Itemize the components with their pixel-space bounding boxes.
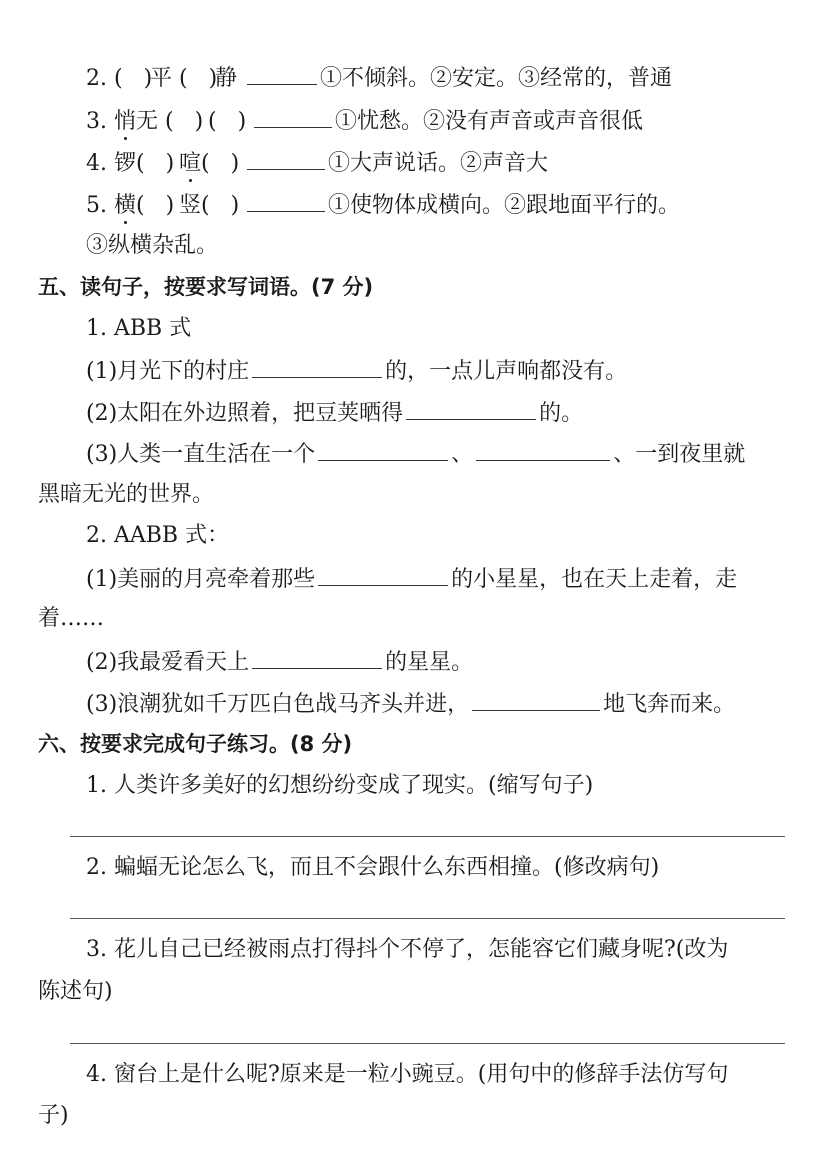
section-5-title: 五、读句子，按要求写词语。(7 分) xyxy=(38,275,374,299)
answer-blank[interactable] xyxy=(476,438,610,461)
answer-blank[interactable] xyxy=(472,688,600,711)
item-number: 5. xyxy=(86,193,107,218)
word-char: 静 xyxy=(215,66,238,91)
item-5 xyxy=(0,189,827,221)
char-blank-2[interactable]: ( ) xyxy=(201,193,240,218)
answer-line-3[interactable] xyxy=(70,1043,785,1044)
char-blank-1[interactable]: ( ) xyxy=(114,66,153,91)
word-char-dotted: 横 xyxy=(114,191,136,221)
word-char: 竖 xyxy=(179,193,202,218)
word-char: 锣 xyxy=(114,151,137,176)
answer-blank[interactable] xyxy=(318,438,448,461)
answer-blank[interactable] xyxy=(406,397,536,420)
s5-q1-2: (2)太阳在外边照着，把豆荚晒得 的。 xyxy=(0,397,827,429)
item-5-cont: ③纵横杂乱。 xyxy=(86,233,219,258)
char-blank-2[interactable]: ( ) xyxy=(208,109,247,134)
s6-q2: 2. 蝙蝠无论怎么飞，而且不会跟什么东西相撞。(修改病句) xyxy=(86,855,660,880)
answer-blank[interactable] xyxy=(252,355,382,378)
item-3 xyxy=(0,105,827,137)
s5-part1-title: 1. ABB 式 xyxy=(86,316,192,341)
answer-blank[interactable] xyxy=(254,105,332,128)
s5-q2-1: (1)美丽的月亮牵着那些 的小星星，也在天上走着，走 xyxy=(0,563,827,595)
answer-blank[interactable] xyxy=(247,189,325,212)
char-blank-1[interactable]: ( ) xyxy=(136,193,175,218)
meaning-text: ①不倾斜。②安定。③经常的，普通 xyxy=(320,66,673,91)
answer-blank[interactable] xyxy=(252,646,382,669)
s6-q4: 4. 窗台上是什么呢?原来是一粒小豌豆。(用句中的修辞手法仿写句 xyxy=(86,1062,729,1087)
word-char: 无 xyxy=(136,109,159,134)
item-2 xyxy=(0,62,827,94)
s6-q3: 3. 花儿自己已经被雨点打得抖个不停了，怎能容它们藏身呢?(改为 xyxy=(86,937,729,962)
answer-blank[interactable] xyxy=(247,62,317,85)
char-blank-2[interactable]: ( ) xyxy=(179,66,218,91)
meaning-text: ①大声说话。②声音大 xyxy=(328,151,549,176)
word-char: 平 xyxy=(150,66,173,91)
item-number: 2. xyxy=(86,66,107,91)
meaning-text: ①忧愁。②没有声音或声音很低 xyxy=(335,109,644,134)
char-blank-2[interactable]: ( ) xyxy=(201,151,240,176)
item-number: 4. xyxy=(86,151,107,176)
meaning-text: ①使物体成横向。②跟地面平行的。 xyxy=(328,193,681,218)
char-blank-1[interactable]: ( ) xyxy=(136,151,175,176)
s5-q1-3: (3)人类一直生活在一个 、 、一到夜里就 xyxy=(0,438,827,470)
s5-q2-2: (2)我最爱看天上 的星星。 xyxy=(0,646,827,678)
s6-q1: 1. 人类许多美好的幻想纷纷变成了现实。(缩写句子) xyxy=(86,773,594,798)
section-6-title: 六、按要求完成句子练习。(8 分) xyxy=(38,732,353,756)
char-blank-1[interactable]: ( ) xyxy=(165,109,204,134)
s5-part2-title: 2. AABB 式： xyxy=(86,523,230,548)
s6-q3-cont: 陈述句) xyxy=(38,979,113,1004)
answer-blank[interactable] xyxy=(318,563,448,586)
answer-line-2[interactable] xyxy=(70,918,785,919)
word-char-dotted: 悄 xyxy=(114,107,136,137)
s6-q4-cont: 子) xyxy=(38,1103,69,1128)
answer-blank[interactable] xyxy=(247,147,325,170)
s5-q1-3-cont: 黑暗无光的世界。 xyxy=(38,482,215,507)
item-number: 3. xyxy=(86,109,107,134)
s5-q2-3: (3)浪潮犹如千万匹白色战马齐头并进， 地飞奔而来。 xyxy=(0,688,827,720)
s5-q2-1-cont: 着…… xyxy=(38,606,105,631)
answer-line-1[interactable] xyxy=(70,836,785,837)
item-4 xyxy=(0,147,827,179)
word-char-dotted: 喧 xyxy=(179,149,201,179)
s5-q1-1: (1)月光下的村庄 的，一点儿声响都没有。 xyxy=(0,355,827,387)
